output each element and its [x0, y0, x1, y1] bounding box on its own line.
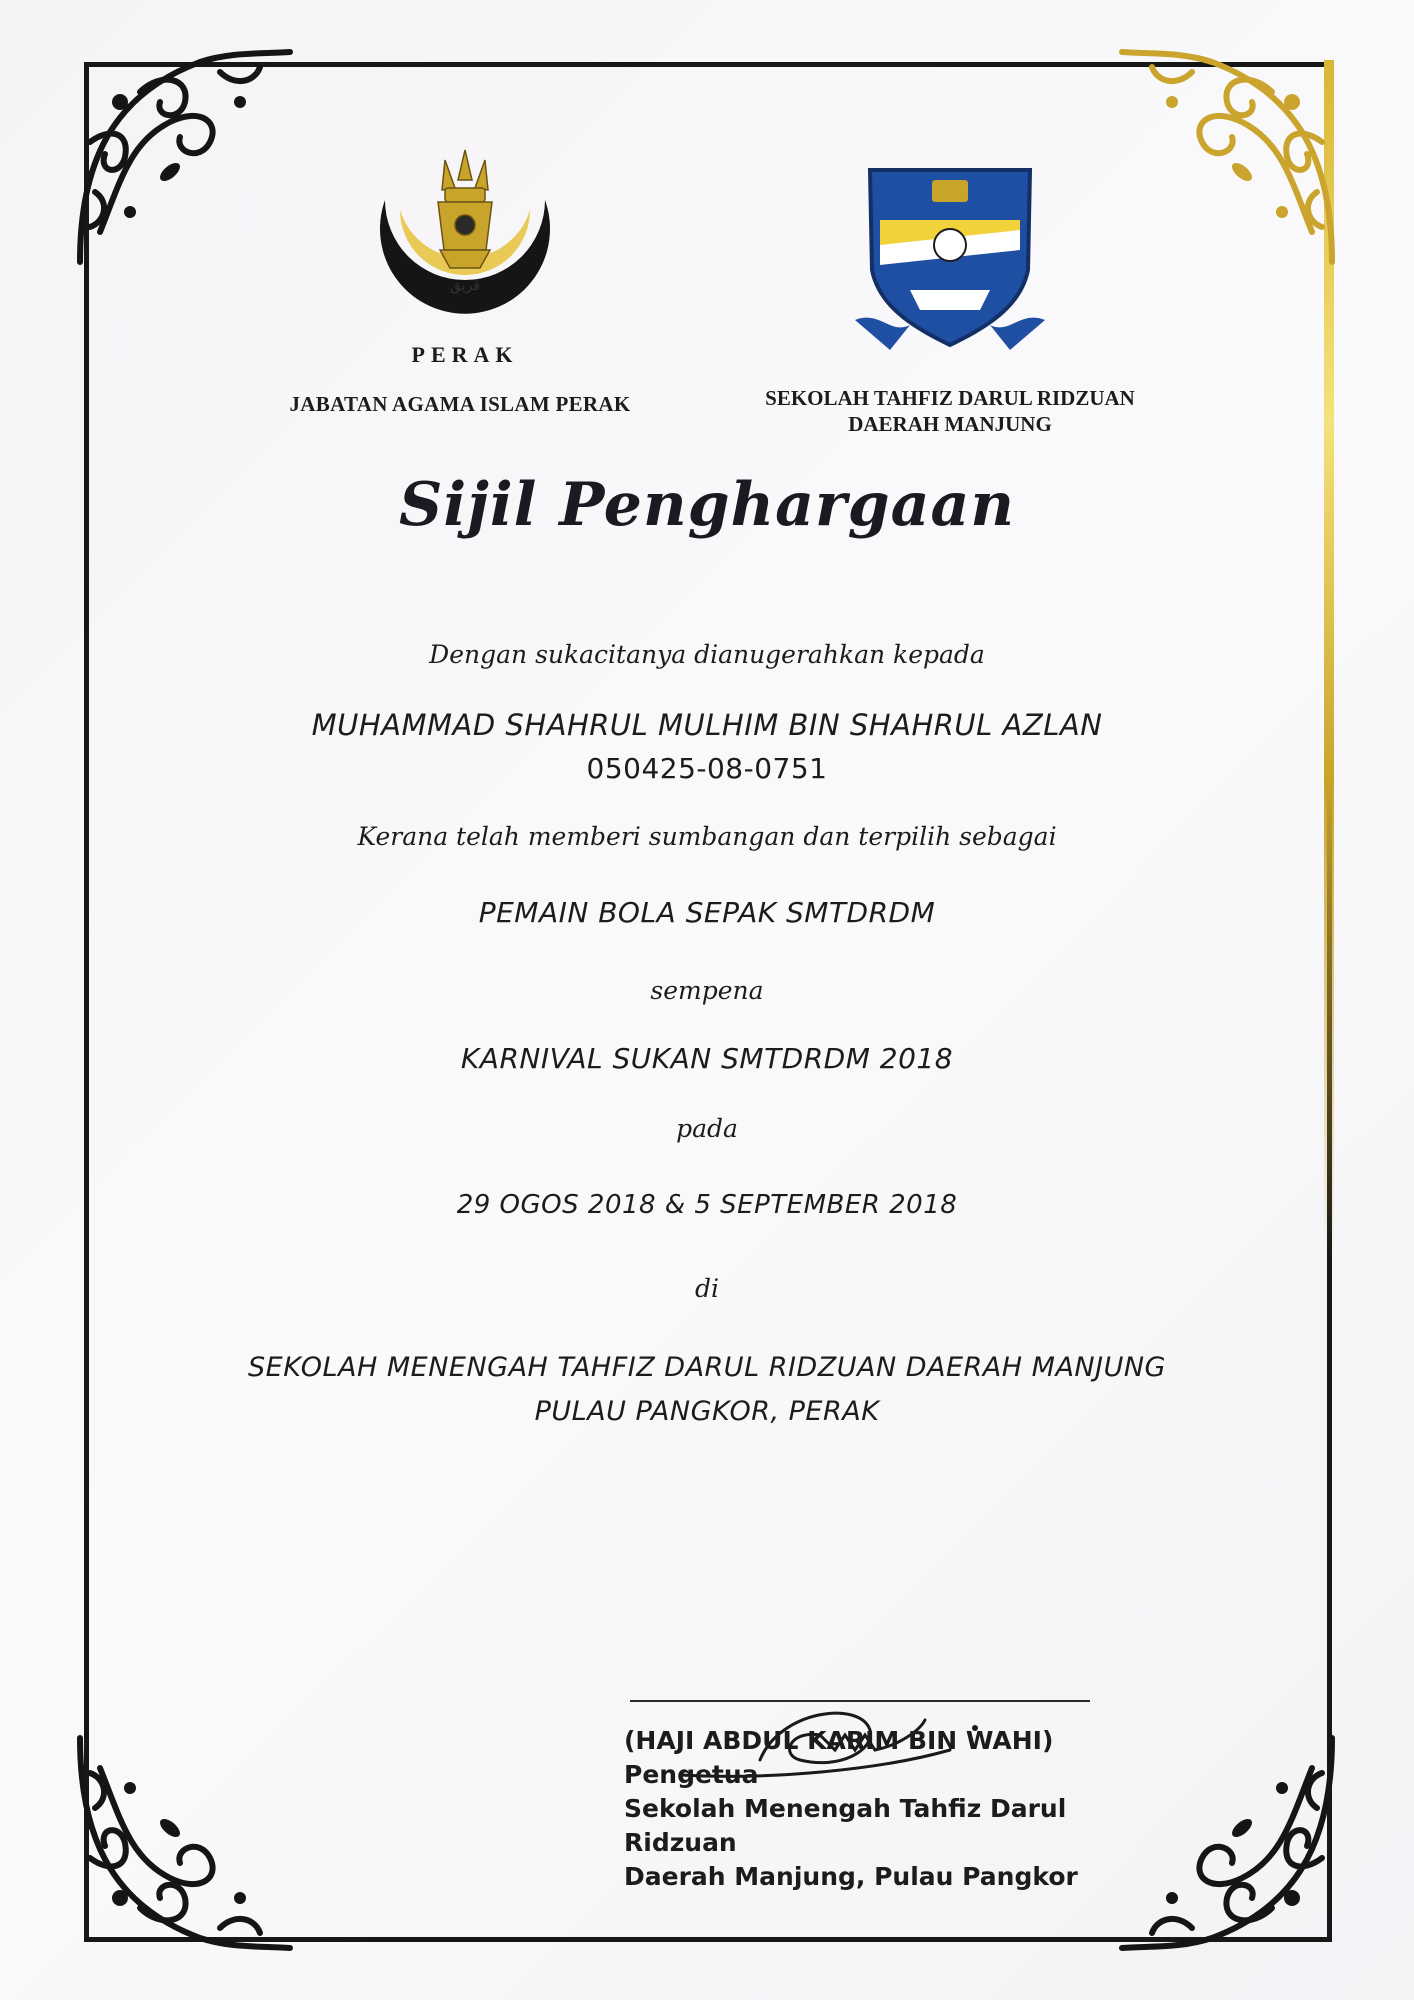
venue-line1: SEKOLAH MENENGAH TAHFIZ DARUL RIDZUAN DAERAH MANJUNG: [248, 1352, 1166, 1383]
sempena-text: sempena: [650, 976, 764, 1005]
role-text: PEMAIN BOLA SEPAK SMTDRDM: [478, 896, 936, 929]
signer-school-line1: Sekolah Menengah Tahfiz Darul Ridzuan: [624, 1794, 1067, 1857]
certificate-title: Sijil Penghargaan: [398, 470, 1015, 540]
right-org-line1: SEKOLAH TAHFIZ DARUL RIDZUAN: [765, 386, 1135, 410]
intro-text: Dengan sukacitanya dianugerahkan kepada: [429, 640, 985, 669]
signer-block: [624, 1724, 1184, 1894]
event-text: KARNIVAL SUKAN SMTDRDM 2018: [460, 1042, 954, 1075]
reason-text: Kerana telah memberi sumbangan dan terpilih sebagai: [357, 822, 1057, 851]
signature-line: [630, 1700, 1090, 1702]
recipient-id: 050425-08-0751: [586, 752, 828, 785]
venue-line2: PULAU PANGKOR, PERAK: [534, 1396, 880, 1427]
perak-logo-text: PERAK: [411, 342, 519, 367]
ornament-corner-icon: [1102, 32, 1352, 282]
school-crest-icon: [850, 150, 1050, 360]
right-org-name: [700, 385, 1200, 437]
right-org-line2: DAERAH MANJUNG: [848, 412, 1052, 436]
left-org-name: JABATAN AGAMA ISLAM PERAK: [289, 392, 631, 416]
ornament-corner-icon: [60, 1718, 310, 1968]
recipient-name: MUHAMMAD SHAHRUL MULHIM BIN SHAHRUL AZLAN: [311, 708, 1103, 742]
ornament-corner-icon: [60, 32, 310, 282]
signer-school-line2: Daerah Manjung, Pulau Pangkor: [624, 1862, 1078, 1891]
signer-position: Pengetua: [624, 1760, 759, 1789]
dates-text: 29 OGOS 2018 & 5 SEPTEMBER 2018: [456, 1190, 958, 1220]
svg-text:ﭬﺮﻳﻖ: ﭬﺮﻳﻖ: [450, 278, 480, 294]
perak-crest-icon: [360, 140, 570, 370]
di-text: di: [695, 1274, 719, 1303]
pada-text: pada: [676, 1114, 738, 1143]
signer-name: (HAJI ABDUL KARIM BIN WAHI): [624, 1726, 1054, 1755]
